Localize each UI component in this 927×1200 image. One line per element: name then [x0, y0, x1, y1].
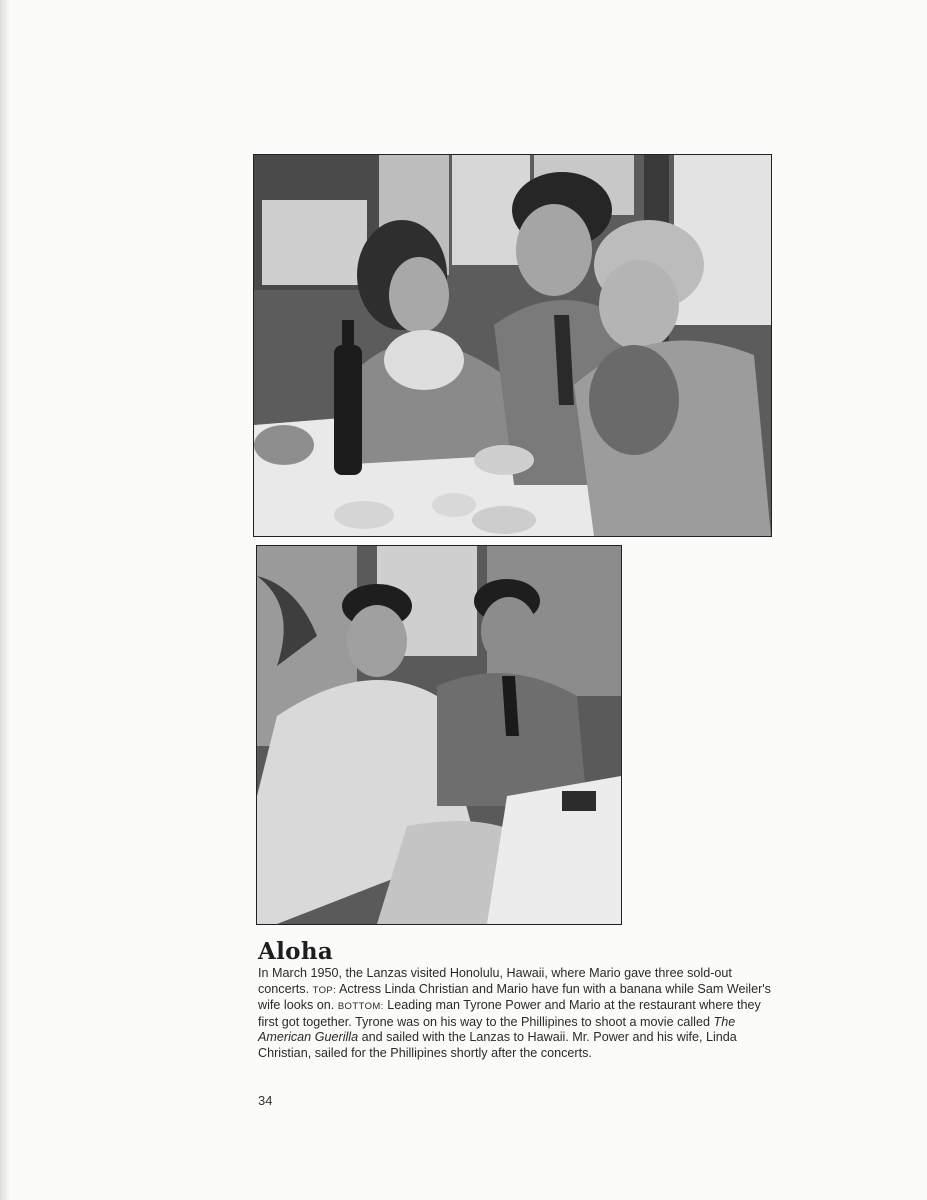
caption-text-3: Leading man Tyrone Power and Mario at the restaurant where they first got together. Tyrone was on his way to the Phillipines to shoot a movie called [258, 998, 761, 1029]
photo-top-image [254, 155, 771, 536]
article-title: Aloha [258, 938, 334, 965]
caption-text-4: and sailed with the Lanzas to Hawaii. Mr. Power and his wife, Linda Christian, sailed for the Phillipines shortly after the concerts. [258, 1030, 737, 1060]
caption-text-2: Actress Linda Christian and Mario have fun with a banana while Sam Weiler's wife looks on. [258, 981, 771, 1013]
caption-label-bottom: BOTTOM: [337, 1001, 384, 1013]
photo-bottom [256, 545, 622, 925]
article-caption [258, 966, 778, 1062]
photo-top [253, 154, 772, 537]
caption-text-1: In March 1950, the Lanzas visited Honolulu, Hawaii, where Mario gave three sold-out concerts. [258, 966, 732, 996]
photo-bottom-image [257, 546, 621, 924]
page-number: 34 [258, 1093, 273, 1108]
scan-edge [0, 0, 10, 1200]
caption-movie-title: The American Guerilla [258, 1014, 736, 1045]
caption-label-top: TOP: [312, 984, 337, 996]
